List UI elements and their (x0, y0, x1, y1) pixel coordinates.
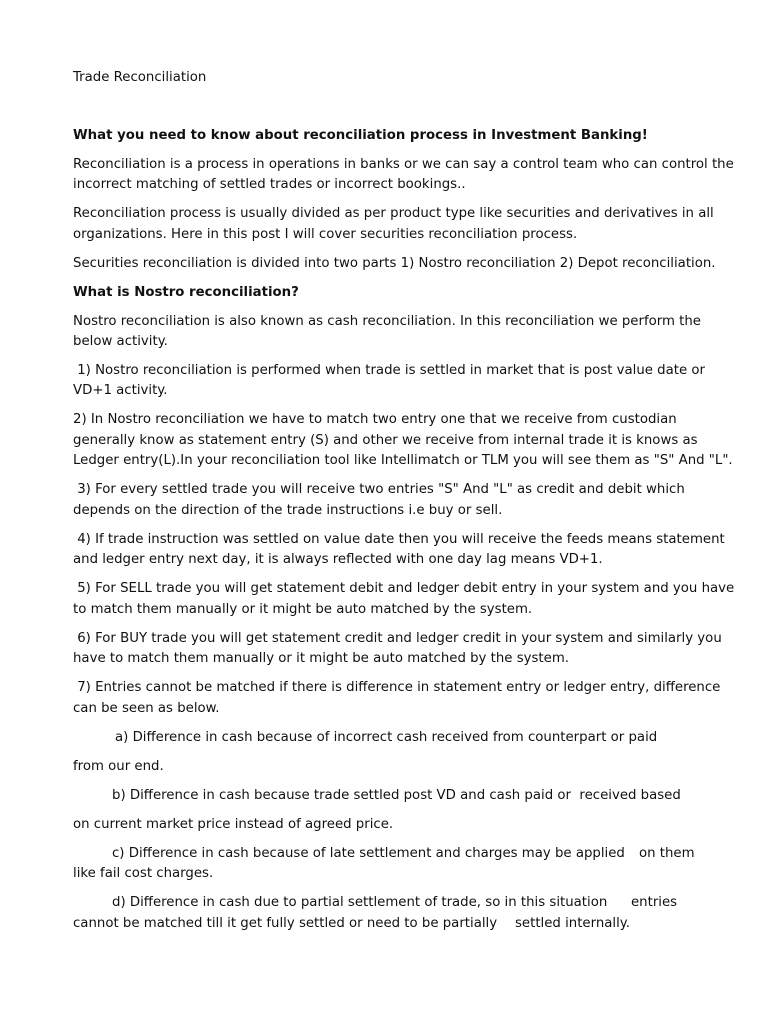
list-item-line: to match them manually or it might be auto matched by the system. (73, 602, 533, 617)
text-line: incorrect matching of settled trades or incorrect bookings.. (73, 177, 466, 192)
list-item-line: 2) In Nostro reconciliation we have to match two entry one that we receive from custodian (73, 412, 677, 427)
document-title: Trade Reconciliation (73, 70, 207, 85)
list-item-line: 5) For SELL trade you will get statement debit and ledger debit entry in your system and you have (73, 581, 735, 596)
list-item-line: 4) If trade instruction was settled on value date then you will receive the feeds means statement (73, 532, 725, 547)
list-item-line: can be seen as below. (73, 701, 220, 716)
sub-item-line: on current market price instead of agreed price. (73, 817, 394, 832)
sub-item-line: like fail cost charges. (73, 866, 214, 881)
sub-item-line: c) Difference in cash because of late settlement and charges may be applied (112, 846, 625, 861)
list-item-line: 7) Entries cannot be matched if there is difference in statement entry or ledger entry, difference (73, 680, 721, 695)
list-item-line: have to match them manually or it might be auto matched by the system. (73, 651, 569, 666)
list-item-line: 1) Nostro reconciliation is performed when trade is settled in market that is post value date or (73, 363, 705, 378)
sub-item-line: settled internally. (515, 916, 630, 931)
sub-item-line: a) Difference in cash because of incorrect cash received from counterpart or paid (115, 730, 658, 745)
text-line: Reconciliation is a process in operations in banks or we can say a control team who can control the (73, 157, 734, 172)
text-line: Securities reconciliation is divided into two parts 1) Nostro reconciliation 2) Depot reconciliation. (73, 256, 716, 271)
list-item-line: depends on the direction of the trade instructions i.e buy or sell. (73, 503, 503, 518)
sub-item-line: cannot be matched till it get fully settled or need to be partially (73, 916, 498, 931)
list-item-line: 6) For BUY trade you will get statement credit and ledger credit in your system and similarly you (73, 631, 722, 646)
text-line: Reconciliation process is usually divided as per product type like securities and derivatives in all (73, 206, 714, 221)
list-item-line: Ledger entry(L).In your reconciliation tool like Intellimatch or TLM you will see them as "S" And "L". (73, 453, 733, 468)
sub-item-line: entries (631, 895, 678, 910)
sub-item-line: d) Difference in cash due to partial settlement of trade, so in this situation (112, 895, 608, 910)
text-line: Nostro reconciliation is also known as cash reconciliation. In this reconciliation we perform the (73, 314, 701, 329)
list-item-line: VD+1 activity. (73, 383, 168, 398)
sub-item-line: b) Difference in cash because trade settled post VD and cash paid or received based (112, 788, 681, 803)
sub-item-line: on them (639, 846, 695, 861)
list-item-line: generally know as statement entry (S) and other we receive from internal trade it is knows as (73, 433, 698, 448)
text-line: organizations. Here in this post I will cover securities reconciliation process. (73, 227, 578, 242)
section-heading: What is Nostro reconciliation? (73, 285, 299, 300)
list-item-line: and ledger entry next day, it is always reflected with one day lag means VD+1. (73, 552, 603, 567)
section-heading: What you need to know about reconciliation process in Investment Banking! (73, 128, 648, 143)
text-line: below activity. (73, 334, 168, 349)
sub-item-line: from our end. (73, 759, 164, 774)
list-item-line: 3) For every settled trade you will receive two entries "S" And "L" as credit and debit which (73, 482, 685, 497)
